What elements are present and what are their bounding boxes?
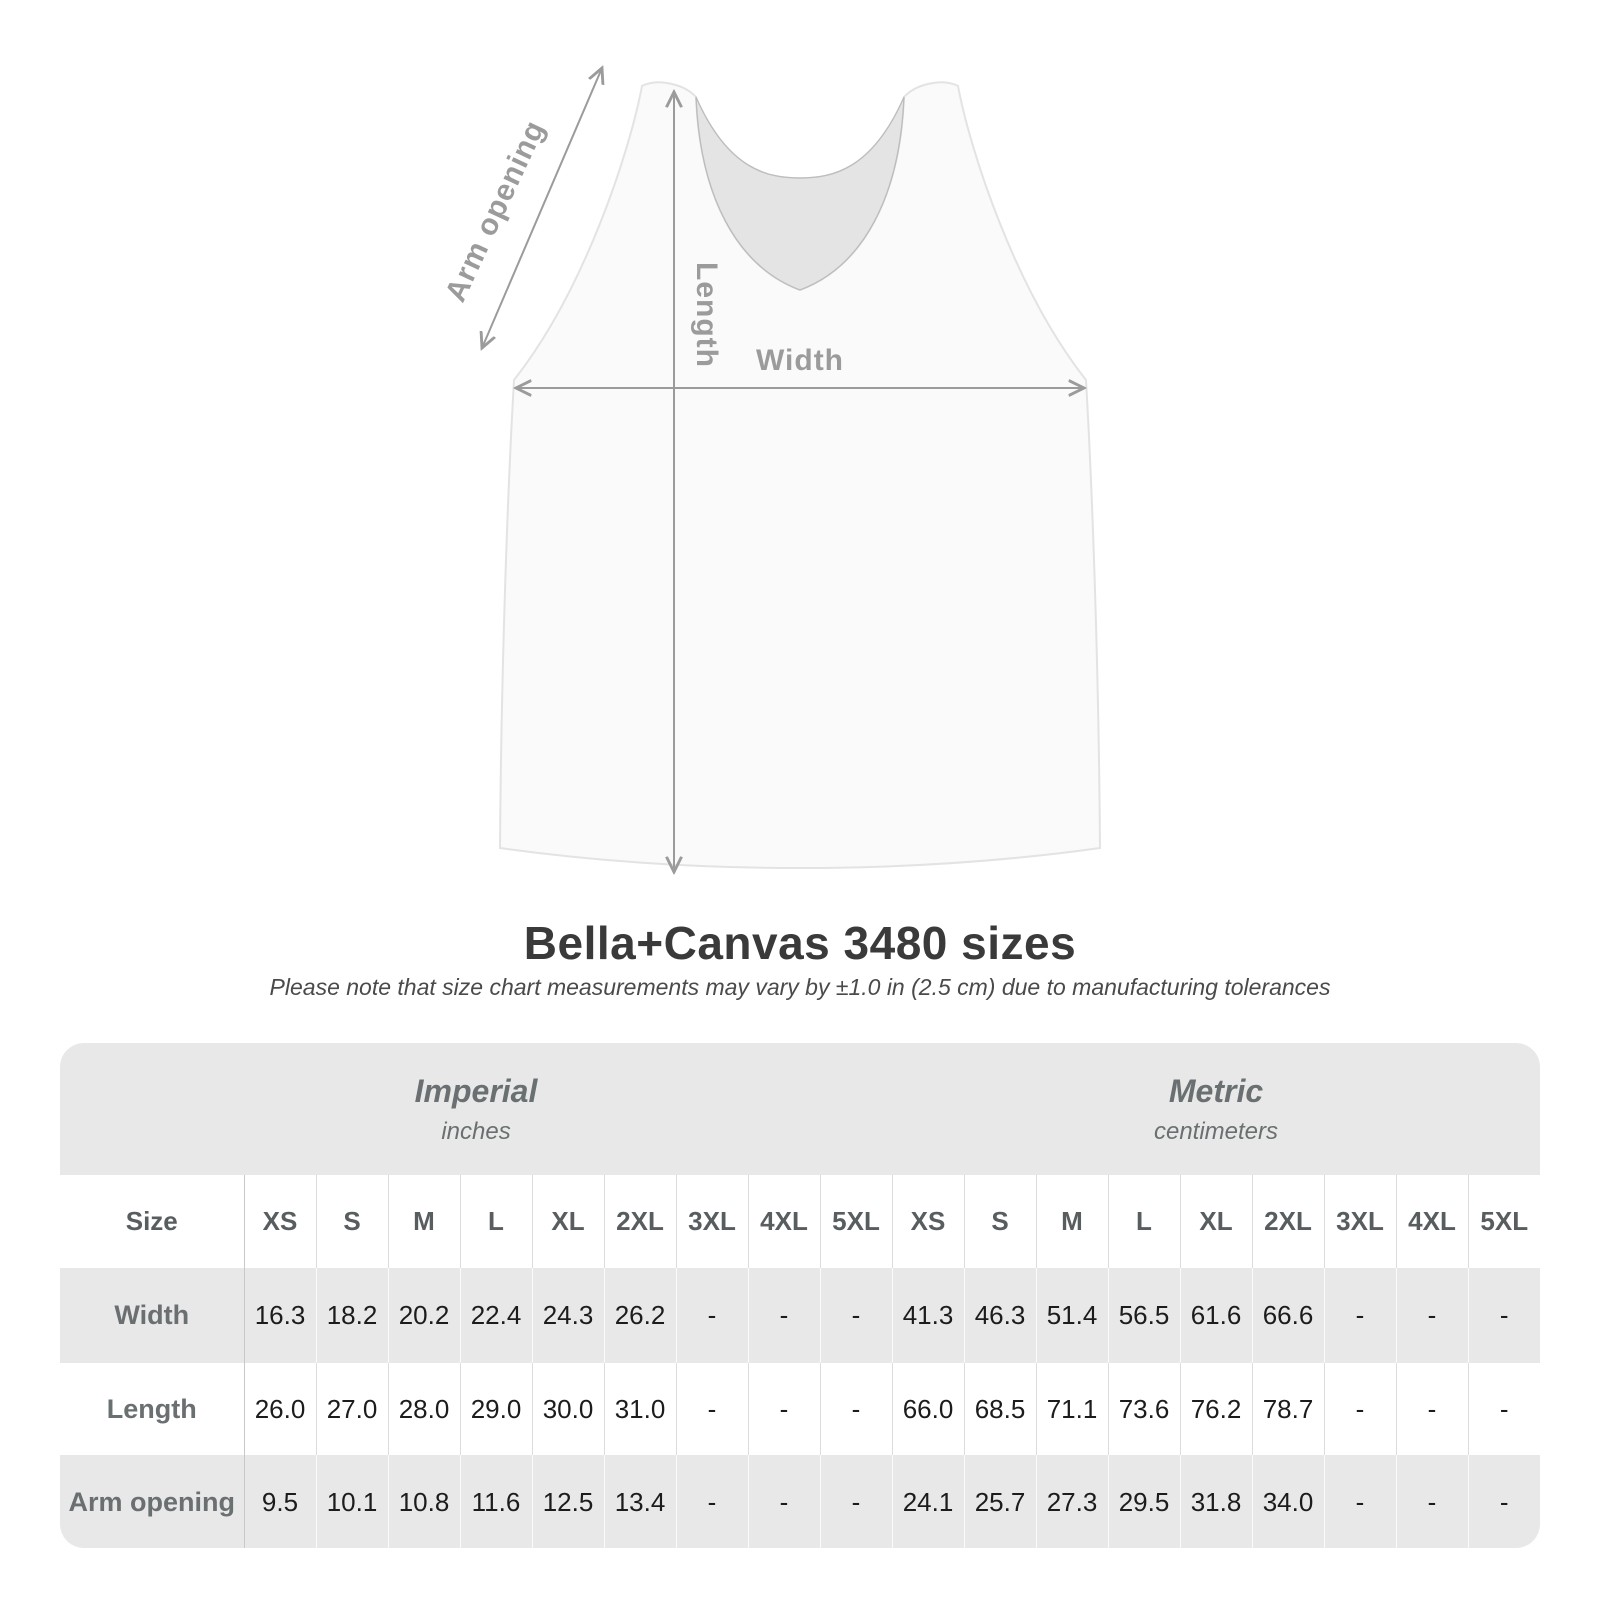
imperial-unit: inches [441,1117,511,1145]
size-col-header: 4XL [1396,1175,1468,1268]
row-label: Width [114,1300,190,1330]
metric-header [892,1043,1540,1175]
page-title: Bella+Canvas 3480 sizes [523,917,1077,969]
size-col-header: XL [1180,1175,1252,1268]
size-value-cell: - [1324,1455,1396,1548]
size-value-cell: - [676,1363,748,1455]
size-chart-table [60,1043,1540,1548]
size-value-cell: - [1396,1363,1468,1455]
size-value-cell: 34.0 [1252,1455,1324,1548]
size-value-cell: - [748,1268,820,1363]
size-col-header: L [460,1175,532,1268]
size-value-cell: 56.5 [1108,1268,1180,1363]
size-value-cell: 12.5 [532,1455,604,1548]
size-value-cell: 29.0 [460,1363,532,1455]
size-header-row [60,1175,1540,1268]
size-value-cell: - [1396,1455,1468,1548]
size-value-cell: 46.3 [964,1268,1036,1363]
row-label: Length [106,1393,197,1424]
size-value-cell: - [820,1455,892,1548]
size-value-cell: 71.1 [1036,1363,1108,1455]
width-row [60,1268,1540,1363]
size-value-cell: 30.0 [532,1363,604,1455]
size-value-cell: 51.4 [1036,1268,1108,1363]
tolerance-note: Please note that size chart measurements may vary by ±1.0 in (2.5 cm) due to manufacturing tolerances [269,974,1331,1000]
size-value-cell: 78.7 [1252,1363,1324,1455]
size-value-cell: - [1468,1268,1540,1363]
size-col-header: 5XL [1468,1175,1540,1268]
size-col-header: 3XL [676,1175,748,1268]
size-value-cell: 28.0 [388,1363,460,1455]
size-value-cell: - [1468,1455,1540,1548]
size-value-cell: - [1324,1268,1396,1363]
arm-opening-row [60,1455,1540,1548]
size-value-cell: - [676,1268,748,1363]
size-col-header: 4XL [748,1175,820,1268]
size-value-cell: - [1468,1363,1540,1455]
size-col-header: XS [244,1175,316,1268]
size-value-cell: 11.6 [460,1455,532,1548]
size-value-cell: 9.5 [244,1455,316,1548]
size-col-header: XL [532,1175,604,1268]
size-value-cell: 24.3 [532,1268,604,1363]
size-value-cell: 31.8 [1180,1455,1252,1548]
size-value-cell: - [676,1455,748,1548]
size-value-cell: 31.0 [604,1363,676,1455]
size-value-cell: - [1324,1363,1396,1455]
size-value-cell: 66.6 [1252,1268,1324,1363]
size-col-header: 5XL [820,1175,892,1268]
size-value-cell: 20.2 [388,1268,460,1363]
size-value-cell: - [748,1363,820,1455]
size-value-cell: - [1396,1268,1468,1363]
size-value-cell: - [820,1268,892,1363]
size-col-header: L [1108,1175,1180,1268]
size-col-header: S [316,1175,388,1268]
size-value-cell: 26.0 [244,1363,316,1455]
size-value-cell: - [748,1455,820,1548]
size-value-cell: 25.7 [964,1455,1036,1548]
imperial-header [60,1043,892,1175]
size-value-cell: 68.5 [964,1363,1036,1455]
metric-label: Metric [1168,1072,1264,1109]
size-value-cell: 18.2 [316,1268,388,1363]
size-value-cell: 10.8 [388,1455,460,1548]
size-col-header: M [1036,1175,1108,1268]
size-col-header: S [964,1175,1036,1268]
size-col-header: M [388,1175,460,1268]
size-value-cell: - [820,1363,892,1455]
size-value-cell: 73.6 [1108,1363,1180,1455]
arm-opening-label: Arm opening [439,115,552,307]
size-value-cell: 41.3 [892,1268,964,1363]
metric-unit: centimeters [1153,1117,1279,1145]
size-value-cell: 16.3 [244,1268,316,1363]
size-value-cell: 76.2 [1180,1363,1252,1455]
size-value-cell: 27.0 [316,1363,388,1455]
size-value-cell: 26.2 [604,1268,676,1363]
size-value-cell: 10.1 [316,1455,388,1548]
size-corner-label: Size [125,1206,178,1236]
size-value-cell: 61.6 [1180,1268,1252,1363]
size-value-cell: 66.0 [892,1363,964,1455]
length-row [60,1363,1540,1455]
size-col-header: 3XL [1324,1175,1396,1268]
size-value-cell: 13.4 [604,1455,676,1548]
imperial-label: Imperial [414,1072,538,1109]
size-col-header: 2XL [604,1175,676,1268]
length-label: Length [690,262,723,368]
size-col-header: 2XL [1252,1175,1324,1268]
width-label: Width [755,344,845,377]
unit-header-row [60,1043,1540,1175]
size-value-cell: 29.5 [1108,1455,1180,1548]
size-col-header: XS [892,1175,964,1268]
size-value-cell: 27.3 [1036,1455,1108,1548]
size-value-cell: 22.4 [460,1268,532,1363]
row-label: Arm opening [68,1487,235,1517]
size-value-cell: 24.1 [892,1455,964,1548]
